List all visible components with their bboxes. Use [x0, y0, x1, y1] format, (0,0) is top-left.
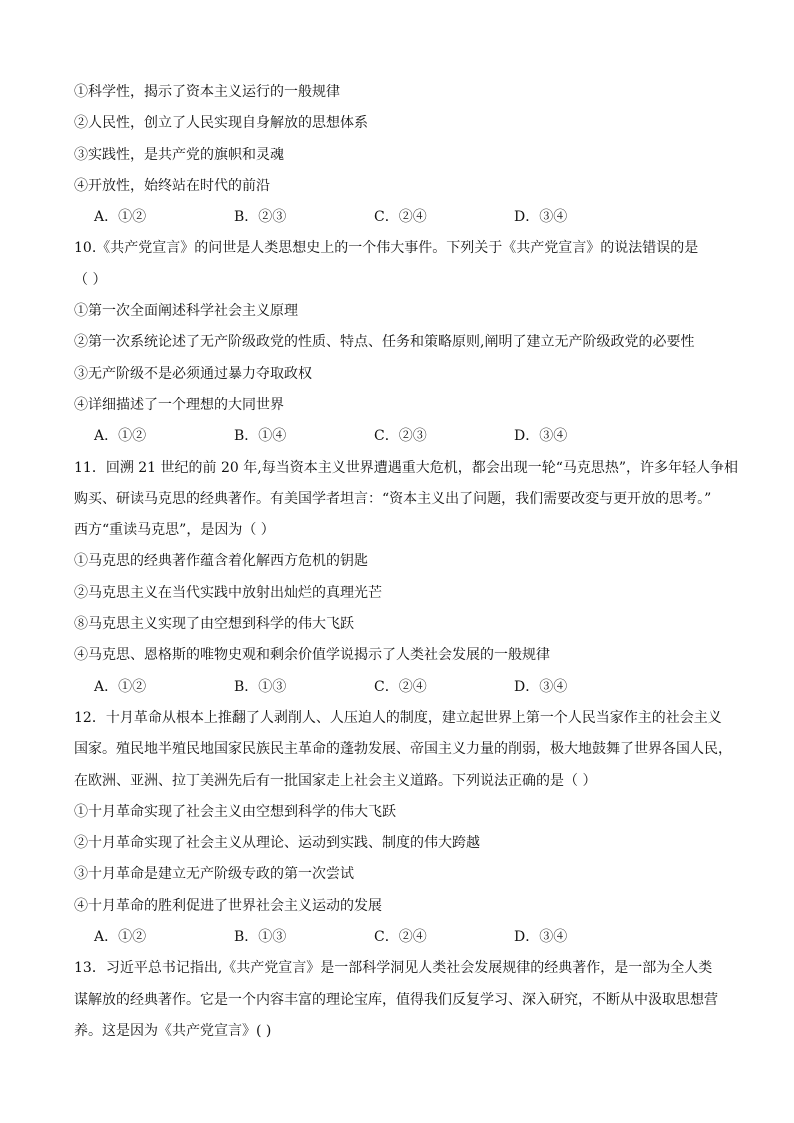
- q12-option-b: B．①③: [234, 929, 287, 946]
- q11-item-3: ⑧马克思主义实现了由空想到科学的伟大飞跃: [74, 616, 354, 633]
- q12-stem-line-1: 12．十月革命从根本上推翻了人剥削人、人压迫人的制度，建立起世界上第一个人民当家作主的社会主义: [74, 709, 722, 726]
- q11-item-2: ②马克思主义在当代实践中放射出灿烂的真理光芒: [74, 584, 382, 601]
- q13-stem-line-1: 13．习近平总书记指出,《共产党宣言》是一部科学洞见人类社会发展规律的经典著作，是一部为全人类: [74, 960, 713, 977]
- q12-item-4: ④十月革命的胜利促进了世界社会主义运动的发展: [74, 897, 382, 914]
- q11-stem-line-1: 11．回溯 21 世纪的前 20 年,每当资本主义世界遭遇重大危机，都会出现一轮“马克思热”，许多年轻人争相: [74, 459, 739, 476]
- q11-option-b: B．①③: [234, 678, 287, 695]
- q11-stem-line-3: 西方“重读马克思”，是因为（ ）: [74, 522, 275, 539]
- q10-option-d: D．③④: [514, 428, 568, 445]
- q12-item-3: ③十月革命是建立无产阶级专政的第一次尝试: [74, 866, 354, 883]
- q11-stem-line-2: 购买、研读马克思的经典著作。有美国学者坦言：“资本主义出了问题，我们需要改変与更开放的思考。”: [74, 490, 712, 507]
- question-10: [74, 237, 724, 456]
- q10-options: [74, 425, 724, 456]
- q9-option-a: A．①②: [94, 209, 147, 226]
- q11-item-1: ①马克思的经典著作蕴含着化解西方危机的钥匙: [74, 553, 368, 570]
- q9-option-b: B．②③: [234, 209, 287, 226]
- q9-item-2: ②人民性，创立了人民实现自身解放的思想体系: [74, 115, 368, 132]
- q10-stem-line-1: 10.《共产党宣言》的问世是人类思想史上的一个伟大事件。下列关于《共产党宣言》的说法错误的是: [74, 240, 699, 257]
- q13-stem-line-2: 谋解放的经典著作。它是一个内容丰富的理论宝库，值得我们反复学习、深入研究，不断从中汲取思想营: [74, 991, 718, 1008]
- q9-item-3: ③实践性，是共产党的旗帜和灵魂: [74, 146, 284, 163]
- question-list: [74, 81, 739, 1051]
- q9-item-4: ④开放性，始终站在时代的前沿: [74, 177, 270, 194]
- q10-item-4: ④详细描述了一个理想的大同世界: [74, 396, 284, 413]
- q12-item-1: ①十月革命实现了社会主义由空想到科学的伟大飞跃: [74, 803, 396, 820]
- q9-option-c: C．②④: [374, 209, 427, 226]
- q11-option-d: D．③④: [514, 678, 568, 695]
- q11-option-c: C．②④: [374, 678, 427, 695]
- q10-option-a: A．①②: [94, 428, 147, 445]
- q10-item-3: ③无产阶级不是必须通过暴力夺取政权: [74, 365, 312, 382]
- question-11: [74, 457, 739, 707]
- question-12: [74, 707, 732, 957]
- q12-stem-line-2: 国家。殖民地半殖民地国家民族民主革命的蓬勃发展、帝国主义力量的削弱，极大地鼓舞了世界各国人民，: [74, 741, 732, 758]
- q10-option-c: C．②③: [374, 428, 427, 445]
- q12-stem-line-3: 在欧洲、亚洲、拉丁美洲先后有一批国家走上社会主义道路。下列说法正确的是（ ）: [74, 772, 597, 789]
- q9-item-1: ①科学性，揭示了资本主义运行的一般规律: [74, 84, 340, 100]
- q12-item-2: ②十月革命实现了社会主义从理论、运动到实践、制度的伟大跨越: [74, 835, 480, 852]
- q10-option-b: B．①④: [234, 428, 287, 445]
- q11-item-4: ④马克思、恩格斯的唯物史观和剩余价值学说揭示了人类社会发展的一般规律: [74, 647, 550, 664]
- q11-options: [74, 676, 724, 707]
- q10-stem-line-2: （ ）: [74, 271, 107, 288]
- q12-options: [74, 926, 724, 957]
- question-9: [74, 81, 724, 237]
- q9-options: [74, 206, 724, 237]
- q12-option-a: A．①②: [94, 929, 147, 946]
- q12-option-c: C．②④: [374, 929, 427, 946]
- q13-stem-line-3: 养。这是因为《共产党宣言》( ): [74, 1022, 272, 1039]
- q12-option-d: D．③④: [514, 929, 568, 946]
- q10-item-1: ①第一次全面阐述科学社会主义原理: [74, 303, 298, 320]
- q11-option-a: A．①②: [94, 678, 147, 695]
- q10-item-2: ②第一次系统论述了无产阶级政党的性质、特点、任务和策略原则,阐明了建立无产阶级政党的必要性: [74, 334, 695, 351]
- question-13: [74, 957, 724, 1051]
- q9-option-d: D．③④: [514, 209, 568, 226]
